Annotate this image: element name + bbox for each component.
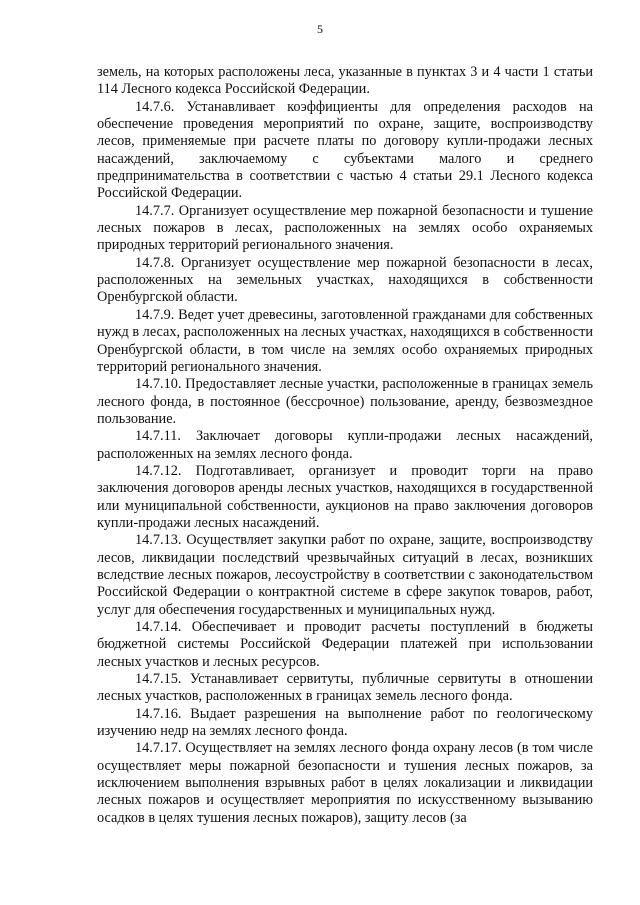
- paragraph-14-7-13: 14.7.13. Осуществляет закупки работ по охране, защите, воспроизводству лесов, ликвидации последствий чрезвычайных ситуаций в лесах, возникших вследствие лесных пожаров, лесоустройству в соответствии с законодательством Российской Федерации о контрактной системе в сфере закупок товаров, работ, услуг для обеспечения государственных и муниципальных нужд.: [97, 532, 593, 618]
- paragraph-continuation: земель, на которых расположены леса, указанные в пунктах 3 и 4 части 1 статьи 114 Лесного кодекса Российской Федерации.: [97, 64, 593, 98]
- paragraph-14-7-9: 14.7.9. Ведет учет древесины, заготовленной гражданами для собственных нужд в лесах, расположенных на лесных участках, находящихся в собственности Оренбургской области, в том числе на землях особо охраняемых природных территорий регионального значения.: [97, 306, 593, 375]
- paragraph-14-7-10: 14.7.10. Предоставляет лесные участки, расположенные в границах земель лесного фонда, в постоянное (бессрочное) пользование, аренду, безвозмездное пользование.: [97, 376, 593, 427]
- paragraph-14-7-16: 14.7.16. Выдает разрешения на выполнение работ по геологическому изучению недр на землях лесного фонда.: [97, 705, 593, 740]
- page-number: 5: [317, 22, 323, 36]
- document-body: [97, 64, 593, 827]
- paragraph-14-7-17: 14.7.17. Осуществляет на землях лесного фонда охрану лесов (в том числе осуществляет меры пожарной безопасности и тушения лесных пожаров, за исключением выполнения взрывных работ в целях локализации и ликвидации лесных пожаров и осуществляет мероприятия по искусственному вызыванию осадков в целях тушения лесных пожаров), защиту лесов (за: [97, 740, 593, 826]
- paragraph-14-7-12: 14.7.12. Подготавливает, организует и проводит торги на право заключения договоров аренды лесных участков, находящихся в государственной или муниципальной собственности, аукционов на право заключения договоров купли-продажи лесных насаждений.: [97, 462, 593, 531]
- paragraph-14-7-8: 14.7.8. Организует осуществление мер пожарной безопасности в лесах, расположенных на земельных участках, находящихся в собственности Оренбургской области.: [97, 254, 593, 306]
- paragraph-14-7-15: 14.7.15. Устанавливает сервитуты, публичные сервитуты в отношении лесных участков, расположенных в границах земель лесного фонда.: [97, 671, 593, 705]
- paragraph-14-7-7: 14.7.7. Организует осуществление мер пожарной безопасности и тушение лесных пожаров в лесах, расположенных на землях особо охраняемых природных территорий регионального значения.: [97, 202, 593, 254]
- paragraph-14-7-11: 14.7.11. Заключает договоры купли-продажи лесных насаждений, расположенных на землях лесного фонда.: [97, 428, 593, 462]
- paragraph-14-7-6: 14.7.6. Устанавливает коэффициенты для определения расходов на обеспечение проведения мероприятий по охране, защите, воспроизводству лесов, применяемые при расчете платы по договору купли-продажи лесных насаждений, заключаемому с субъектами малого и среднего предпринимательства в соответствии с частью 4 статьи 29.1 Лесного кодекса Российской Федерации.: [97, 98, 593, 202]
- paragraph-14-7-14: 14.7.14. Обеспечивает и проводит расчеты поступлений в бюджеты бюджетной системы Российской Федерации платежей при использовании лесных участков и лесных ресурсов.: [97, 619, 593, 670]
